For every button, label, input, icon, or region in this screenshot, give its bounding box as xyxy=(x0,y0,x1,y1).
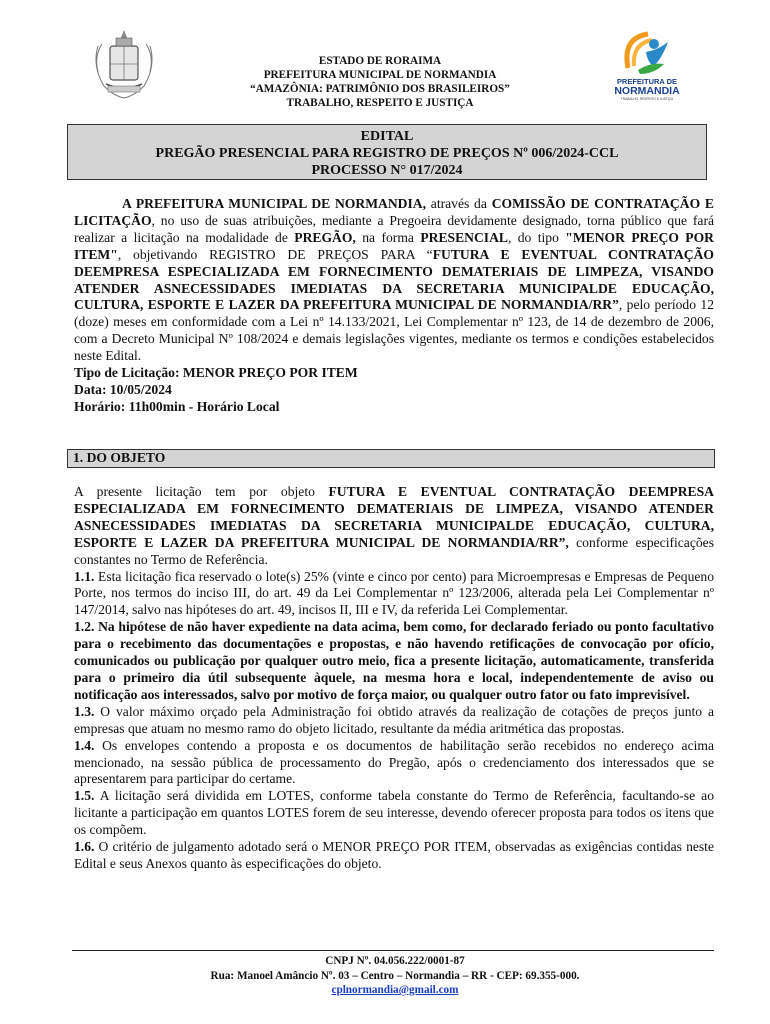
section-objeto-body xyxy=(74,484,714,873)
clause-number: 1.1. xyxy=(74,568,95,584)
clause-1-5 xyxy=(74,788,714,839)
clause-1-3 xyxy=(74,704,714,738)
intro-text-3: na forma xyxy=(355,229,421,245)
intro-presencial: PRESENCIAL xyxy=(420,229,508,245)
footer xyxy=(80,954,710,998)
section-objeto-title: 1. DO OBJETO xyxy=(67,449,715,468)
clause-1-1 xyxy=(74,569,714,620)
tipo-value: : MENOR PREÇO POR ITEM xyxy=(174,365,358,381)
clause-number: 1.5. xyxy=(74,788,95,804)
footer-divider xyxy=(72,950,714,951)
header-state: ESTADO DE RORAIMA xyxy=(318,55,442,67)
clause-text: Na hipótese de não haver expediente na data acima, bem como, for declarado feriado ou ponto facultativo para o recebimento das documentações e propostas, e não havendo retificações de convocação por ofício, comunicados ou publicação por qualquer outro meio, fica a presente licitação, automaticamente, transferida para o primeiro dia útil subsequente àquele, na mesma hora e local, independentemente de aviso ou notificação aos interessados, salvo por motivo de força maior, ou qualquer outro fator ou fato imprevisível. xyxy=(74,619,714,702)
intro-text-1: através da xyxy=(426,196,492,211)
tipo-licitacao xyxy=(74,365,714,382)
intro-paragraph xyxy=(74,196,714,416)
clause-number: 1.2. xyxy=(74,619,95,635)
header-motto: “AMAZÔNIA: PATRIMÔNIO DOS BRASILEIROS” xyxy=(250,83,510,95)
edital-processo: PROCESSO N° 017/2024 xyxy=(311,163,463,178)
edital-label: EDITAL xyxy=(360,129,414,144)
logo-figure-icon xyxy=(649,39,659,49)
clause-1-2 xyxy=(74,619,714,704)
objeto-text-a: A presente licitação tem por objeto xyxy=(74,484,329,499)
header-slogan: TRABALHO, RESPEITO E JUSTIÇA xyxy=(286,97,474,109)
clause-1-6 xyxy=(74,839,714,873)
intro-pregao: PREGÃO, xyxy=(294,229,356,245)
clause-number: 1.6. xyxy=(74,839,95,855)
footer-email-link[interactable]: cplnormandia@gmail.com xyxy=(331,984,459,996)
clause-number: 1.4. xyxy=(74,737,95,753)
clause-text: O critério de julgamento adotado será o MENOR PREÇO POR ITEM, observadas as exigências contidas neste Edital e seus Anexos quanto às especificações do objeto. xyxy=(74,839,714,871)
intro-objeto: FUTURA E EVENTUAL CONTRATAÇÃO DEEMPRESA ESPECIALIZADA EM FORNECIMENTO DEMATERIAIS DE LIMPEZA, VISANDO ATENDER ASNECESSIDADES IMEDIATAS DA SECRETARIA MUNICIPALDE EDUCAÇÃO, CULTURA, ESPORTE E LAZER DA PREFEITURA MUNICIPAL DE NORMANDIA/RR” xyxy=(74,246,714,313)
edital-pregao: PREGÃO PRESENCIAL PARA REGISTRO DE PREÇOS Nº 006/2024-CCL xyxy=(155,146,619,161)
municipal-crest-icon xyxy=(88,26,160,102)
intro-prefeitura: A PREFEITURA MUNICIPAL DE NORMANDIA, xyxy=(122,196,426,211)
intro-text-2: , no uso de suas atribuições, mediante a Pregoeira devidamente designado, torna público que fará realizar a licitação na modalidade de xyxy=(74,212,714,245)
clause-text: Os envelopes contendo a proposta e os documentos de habilitação serão recebidos no endereço acima mencionado, na sessão pública de processamento do Pregão, após o credenciamento dos interessados que se apresentarem para participar do certame. xyxy=(74,737,714,787)
tipo-label: Tipo de Licitação xyxy=(74,365,175,381)
intro-text-6: , pelo período 12 (doze) meses em conformidade com a Lei nº 14.133/2021, Lei Complementar nº 123, de 14 de dezembro de 2006, com a Decreto Municipal Nº 108/2024 e demais legislações vigentes, mediante os termos e condições estabelecidos neste Edital. xyxy=(74,297,714,364)
intro-menor-preco: "MENOR PREÇO POR ITEM" xyxy=(74,229,714,262)
edital-title-box xyxy=(67,124,707,180)
objeto-paragraph xyxy=(74,484,714,569)
intro-comissao: COMISSÃO DE CONTRATAÇÃO E LICITAÇÃO xyxy=(74,196,714,228)
intro-text-5: , objetivando REGISTRO DE PREÇOS PARA “ xyxy=(117,246,433,262)
data-line: Data: 10/05/2024 xyxy=(74,381,172,397)
clause-number: 1.3. xyxy=(74,703,95,719)
footer-cnpj: CNPJ Nº. 04.056.222/0001-87 xyxy=(325,955,465,967)
clause-text: O valor máximo orçado pela Administração foi obtido através da realização de cotações de preços junto a empresas que atuam no mesmo ramo do objeto licitado, resultante da média aritmética das propostas. xyxy=(74,703,714,736)
intro-text-4: , do tipo xyxy=(507,229,566,245)
logo-line1: PREFEITURA DE xyxy=(616,77,678,86)
header-prefeitura: PREFEITURA MUNICIPAL DE NORMANDIA xyxy=(263,69,497,81)
header-block xyxy=(180,54,580,110)
prefeitura-normandia-logo xyxy=(602,28,692,104)
horario-line: Horário: 11h00min - Horário Local xyxy=(74,398,280,414)
objeto-text-c: conforme especificações constantes no Termo de Referência. xyxy=(74,534,714,567)
logo-tagline: TRABALHO, RESPEITO E JUSTIÇA xyxy=(620,97,674,101)
clause-text: A licitação será dividida em LOTES, conforme tabela constante do Termo de Referência, facultando-se ao licitante a participação em quantos LOTES forem de seu interesse, devendo oferecer proposta para todos os itens que os compõem. xyxy=(74,788,714,838)
footer-address: Rua: Manoel Amâncio Nº. 03 – Centro – Normandia – RR - CEP: 69.355-000. xyxy=(210,969,580,982)
clause-text: Esta licitação fica reservado o lote(s) 25% (vinte e cinco por cento) para Microempresas e Empresas de Pequeno Porte, nos termos do inciso III, do art. 49 da Lei Complementar nº 123/2006, alterada pela Lei Complementar nº 147/2014, salvo nas hipóteses do art. 49, incisos II, III e IV, da referida Lei Complementar. xyxy=(74,568,714,618)
logo-sun-icon xyxy=(627,34,652,68)
logo-leaf-icon xyxy=(638,64,664,74)
objeto-text-b: FUTURA E EVENTUAL CONTRATAÇÃO DEEMPRESA ESPECIALIZADA EM FORNECIMENTO DEMATERIAIS DE LIMPEZA, VISANDO ATENDER ASNECESSIDADES IMEDIATAS DA SECRETARIA MUNICIPALDE EDUCAÇÃO, CULTURA, ESPORTE E LAZER DA PREFEITURA MUNICIPAL DE NORMANDIA/RR”, xyxy=(74,484,714,550)
logo-line2: NORMANDIA xyxy=(614,85,680,97)
clause-1-4 xyxy=(74,738,714,789)
